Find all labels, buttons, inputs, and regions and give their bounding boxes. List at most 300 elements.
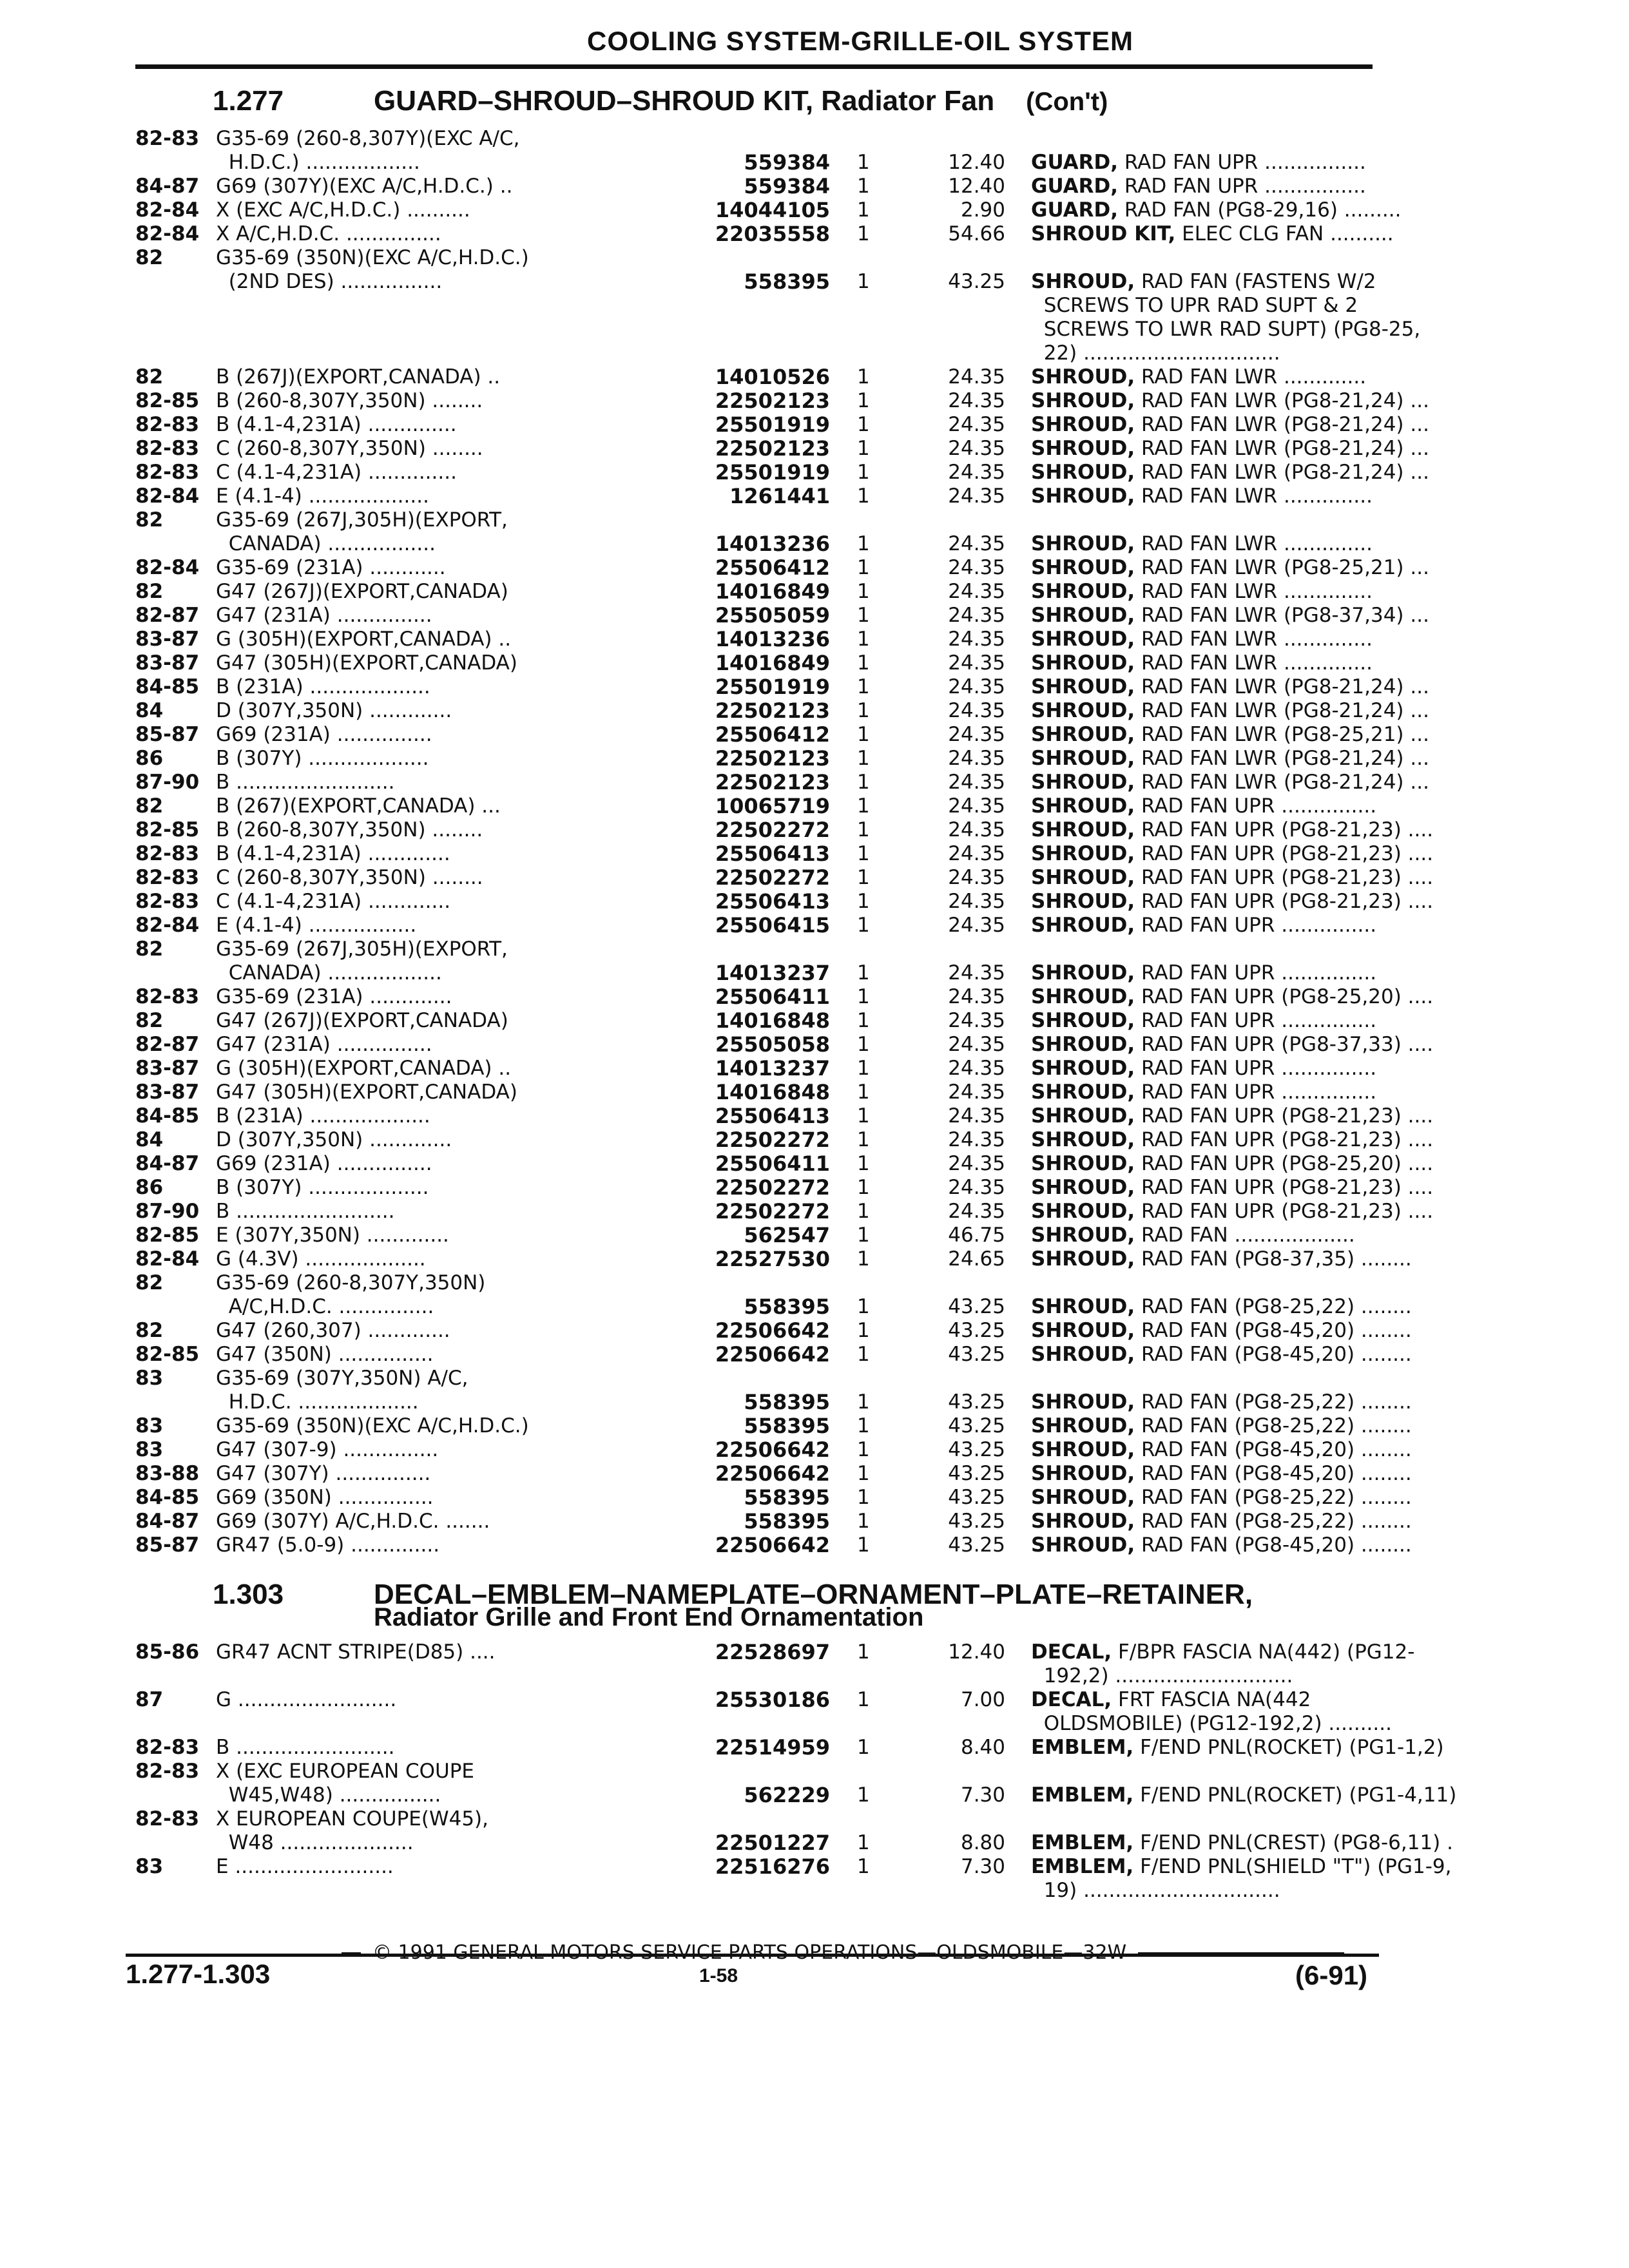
model-year: 83 bbox=[135, 1855, 164, 1878]
table-row bbox=[135, 961, 1377, 985]
application: G35-69 (231A) ............ bbox=[216, 556, 446, 579]
price: 24.35 bbox=[948, 413, 1005, 436]
price: 24.35 bbox=[948, 1033, 1005, 1056]
part-name-bold: SHROUD, bbox=[1031, 866, 1135, 889]
part-number: 14013237 bbox=[715, 961, 830, 985]
quantity: 1 bbox=[857, 675, 870, 698]
part-name bbox=[1031, 222, 1508, 246]
part-number: 559384 bbox=[744, 150, 830, 175]
application: G35-69 (260-8,307Y)(EXC A/C, bbox=[216, 127, 520, 150]
part-name-bold: DECAL, bbox=[1031, 1688, 1112, 1711]
part-name-detail: RAD FAN LWR (PG8-25,21) ... bbox=[1135, 556, 1429, 579]
application: B (260-8,307Y,350N) ........ bbox=[216, 389, 483, 412]
model-year: 82-83 bbox=[135, 127, 200, 150]
part-number: 14016848 bbox=[715, 1008, 830, 1033]
part-name bbox=[1031, 1879, 1508, 1903]
part-name-detail: RAD FAN (PG8-45,20) ........ bbox=[1135, 1343, 1412, 1366]
model-year: 85-86 bbox=[135, 1640, 200, 1664]
table-row bbox=[135, 818, 1434, 842]
part-name-bold: SHROUD, bbox=[1031, 485, 1135, 508]
table-row bbox=[135, 412, 1429, 437]
application: C (4.1-4,231A) ............. bbox=[216, 890, 451, 913]
part-name-detail: 19) ............................... bbox=[1031, 1879, 1280, 1902]
price: 54.66 bbox=[948, 222, 1005, 245]
part-name-detail: 22) ............................... bbox=[1031, 341, 1280, 365]
price: 24.35 bbox=[948, 961, 1005, 985]
application: X (EXC EUROPEAN COUPE bbox=[216, 1760, 475, 1783]
part-name-bold: SHROUD, bbox=[1031, 842, 1135, 865]
part-name-bold: SHROUD, bbox=[1031, 580, 1135, 603]
quantity: 1 bbox=[857, 485, 870, 508]
part-name-detail: RAD FAN LWR (PG8-21,24) ... bbox=[1135, 699, 1429, 722]
part-name-bold: SHROUD, bbox=[1031, 532, 1135, 555]
table-row bbox=[135, 269, 1376, 294]
price: 43.25 bbox=[948, 1462, 1005, 1485]
application: GR47 (5.0-9) .............. bbox=[216, 1533, 440, 1557]
price: 43.25 bbox=[948, 1510, 1005, 1533]
part-name bbox=[1031, 1343, 1508, 1367]
model-year: 84-87 bbox=[135, 175, 200, 198]
model-year: 82-83 bbox=[135, 437, 200, 460]
part-number: 562547 bbox=[744, 1223, 830, 1247]
price: 24.35 bbox=[948, 747, 1005, 770]
application: B ......................... bbox=[216, 1736, 395, 1759]
part-name bbox=[1031, 1486, 1508, 1510]
section-title: GUARD–SHROUD–SHROUD KIT, Radiator Fan bbox=[374, 85, 995, 117]
price: 24.35 bbox=[948, 866, 1005, 889]
part-name-detail: FRT FASCIA NA(442 bbox=[1112, 1688, 1311, 1711]
part-name-detail: SCREWS TO UPR RAD SUPT & 2 bbox=[1031, 294, 1358, 317]
part-number: 22514959 bbox=[715, 1735, 830, 1760]
table-row bbox=[135, 151, 1373, 175]
table-row bbox=[135, 770, 1429, 794]
part-number: 22502272 bbox=[715, 1128, 830, 1152]
part-name-bold: SHROUD, bbox=[1031, 914, 1135, 937]
table-row bbox=[135, 1688, 1373, 1712]
part-name-detail: RAD FAN LWR ............. bbox=[1135, 365, 1367, 389]
part-name-detail: RAD FAN (PG8-25,22) ........ bbox=[1135, 1414, 1412, 1437]
price: 24.35 bbox=[948, 1176, 1005, 1199]
part-name bbox=[1031, 985, 1508, 1009]
part-number: 25505059 bbox=[715, 603, 830, 628]
part-name-bold: SHROUD, bbox=[1031, 628, 1135, 651]
table-row bbox=[135, 436, 1429, 461]
price: 24.35 bbox=[948, 628, 1005, 651]
model-year: 87-90 bbox=[135, 771, 200, 794]
part-number: 562229 bbox=[744, 1783, 830, 1807]
part-name bbox=[1031, 794, 1508, 818]
part-name bbox=[1031, 1783, 1508, 1807]
application: G35-69 (307Y,350N) A/C, bbox=[216, 1367, 468, 1390]
part-name-detail: RAD FAN UPR (PG8-21,23) .... bbox=[1135, 1200, 1434, 1223]
application: G35-69 (350N)(EXC A/C,H.D.C.) bbox=[216, 1414, 529, 1437]
part-number: 558395 bbox=[744, 1509, 830, 1533]
quantity: 1 bbox=[857, 723, 870, 746]
part-number: 22502272 bbox=[715, 1175, 830, 1200]
table-row bbox=[135, 628, 1373, 651]
part-number: 25501919 bbox=[715, 675, 830, 699]
part-name bbox=[1031, 1533, 1508, 1557]
part-name-detail: RAD FAN UPR (PG8-25,20) .... bbox=[1135, 985, 1434, 1008]
part-name-bold: SHROUD, bbox=[1031, 985, 1135, 1008]
application: G47 (305H)(EXPORT,CANADA) bbox=[216, 651, 517, 675]
table-row bbox=[135, 460, 1429, 485]
quantity: 1 bbox=[857, 580, 870, 603]
price: 8.40 bbox=[960, 1736, 1005, 1759]
part-number: 559384 bbox=[744, 174, 830, 198]
application: X EUROPEAN COUPE(W45), bbox=[216, 1807, 488, 1831]
price: 24.35 bbox=[948, 914, 1005, 937]
price: 43.25 bbox=[948, 1533, 1005, 1557]
part-number: 25506413 bbox=[715, 889, 830, 914]
part-name bbox=[1031, 1664, 1508, 1688]
part-name bbox=[1031, 270, 1508, 294]
price: 24.35 bbox=[948, 1104, 1005, 1128]
application: B ......................... bbox=[216, 1200, 395, 1223]
part-name bbox=[1031, 1057, 1508, 1081]
price: 24.35 bbox=[948, 437, 1005, 460]
part-name-detail: RAD FAN (PG8-45,20) ........ bbox=[1135, 1319, 1412, 1342]
part-name-bold: SHROUD, bbox=[1031, 1033, 1135, 1056]
model-year: 82-83 bbox=[135, 985, 200, 1008]
table-row bbox=[135, 1008, 1377, 1033]
application: C (260-8,307Y,350N) ........ bbox=[216, 437, 483, 460]
quantity: 1 bbox=[857, 1640, 870, 1664]
table-row bbox=[135, 1807, 1373, 1831]
application: B (267)(EXPORT,CANADA) ... bbox=[216, 794, 501, 818]
application: X (EXC A/C,H.D.C.) .......... bbox=[216, 198, 470, 222]
model-year: 87 bbox=[135, 1688, 164, 1711]
price: 7.00 bbox=[960, 1688, 1005, 1711]
part-name bbox=[1031, 1295, 1508, 1319]
part-name-detail: RAD FAN (PG8-25,22) ........ bbox=[1135, 1510, 1412, 1533]
quantity: 1 bbox=[857, 747, 870, 770]
model-year: 82-87 bbox=[135, 1033, 200, 1056]
model-year: 82 bbox=[135, 508, 164, 532]
part-name-detail: RAD FAN LWR .............. bbox=[1135, 628, 1373, 651]
model-year: 83-87 bbox=[135, 1081, 200, 1104]
part-name bbox=[1031, 1390, 1508, 1414]
part-name-bold: SHROUD, bbox=[1031, 675, 1135, 698]
quantity: 1 bbox=[857, 1462, 870, 1485]
table-row bbox=[135, 1437, 1412, 1462]
section-subtitle: Radiator Grille and Front End Ornamentation bbox=[374, 1603, 924, 1631]
part-number: 25506413 bbox=[715, 1104, 830, 1128]
part-name-detail: RAD FAN LWR (PG8-25,21) ... bbox=[1135, 723, 1429, 746]
part-name bbox=[1031, 151, 1508, 175]
part-name bbox=[1031, 1462, 1508, 1486]
table-row bbox=[135, 675, 1429, 699]
part-name-detail: F/END PNL(ROCKET) (PG1-1,2) bbox=[1133, 1736, 1444, 1759]
part-name bbox=[1031, 747, 1508, 771]
table-row bbox=[135, 1104, 1434, 1128]
part-name-detail: RAD FAN UPR ............... bbox=[1135, 794, 1377, 818]
part-name-detail: RAD FAN LWR (PG8-21,24) ... bbox=[1135, 437, 1429, 460]
part-name-detail: RAD FAN UPR ............... bbox=[1135, 1057, 1377, 1080]
part-name bbox=[1031, 198, 1508, 222]
price: 24.35 bbox=[948, 461, 1005, 484]
part-name-detail: RAD FAN UPR (PG8-37,33) .... bbox=[1135, 1033, 1434, 1056]
application: X A/C,H.D.C. ............... bbox=[216, 222, 441, 245]
application: C (4.1-4,231A) .............. bbox=[216, 461, 457, 484]
part-name-detail: RAD FAN LWR .............. bbox=[1135, 580, 1373, 603]
part-name-detail: RAD FAN LWR (PG8-21,24) ... bbox=[1135, 675, 1429, 698]
application: H.D.C. ................... bbox=[216, 1390, 419, 1414]
application: G69 (350N) ............... bbox=[216, 1486, 434, 1509]
model-year: 82-84 bbox=[135, 198, 200, 222]
application: G47 (260,307) ............. bbox=[216, 1319, 450, 1342]
application: B (4.1-4,231A) ............. bbox=[216, 842, 450, 865]
part-name-bold: SHROUD, bbox=[1031, 1009, 1135, 1032]
table-row bbox=[135, 1080, 1377, 1104]
table-row bbox=[135, 1414, 1412, 1438]
model-year: 82 bbox=[135, 937, 164, 961]
part-name bbox=[1031, 413, 1508, 437]
part-number: 22506642 bbox=[715, 1437, 830, 1462]
application: B (307Y) ................... bbox=[216, 747, 429, 770]
part-number: 10065719 bbox=[715, 794, 830, 818]
quantity: 1 bbox=[857, 461, 870, 484]
table-row bbox=[135, 198, 1402, 222]
part-name-bold: SHROUD, bbox=[1031, 1343, 1135, 1366]
price: 24.35 bbox=[948, 651, 1005, 675]
quantity: 1 bbox=[857, 1152, 870, 1175]
part-name bbox=[1031, 818, 1508, 842]
part-number: 22502123 bbox=[715, 746, 830, 771]
part-name-bold: EMBLEM, bbox=[1031, 1783, 1134, 1807]
part-name-detail: RAD FAN LWR (PG8-21,24) ... bbox=[1135, 771, 1429, 794]
application: D (307Y,350N) ............. bbox=[216, 699, 452, 722]
page-number: 1-58 bbox=[699, 1965, 738, 1986]
part-name-bold: SHROUD, bbox=[1031, 1152, 1135, 1175]
quantity: 1 bbox=[857, 914, 870, 937]
bottom-rule bbox=[126, 1954, 1379, 1957]
part-name-bold: EMBLEM, bbox=[1031, 1831, 1134, 1854]
price: 7.30 bbox=[960, 1855, 1005, 1878]
part-name bbox=[1031, 628, 1508, 651]
part-name bbox=[1031, 485, 1508, 508]
price: 43.25 bbox=[948, 1295, 1005, 1318]
table-row bbox=[135, 603, 1429, 628]
table-row bbox=[135, 1831, 1453, 1855]
table-row bbox=[135, 1032, 1434, 1057]
part-name-bold: SHROUD, bbox=[1031, 413, 1135, 436]
part-name bbox=[1031, 842, 1508, 866]
quantity: 1 bbox=[857, 1343, 870, 1366]
quantity: 1 bbox=[857, 1009, 870, 1032]
model-year: 82 bbox=[135, 1271, 164, 1294]
model-year: 82-85 bbox=[135, 1224, 200, 1247]
price: 2.90 bbox=[960, 198, 1005, 222]
part-name bbox=[1031, 437, 1508, 461]
quantity: 1 bbox=[857, 961, 870, 985]
price: 24.35 bbox=[948, 985, 1005, 1008]
part-name bbox=[1031, 556, 1508, 580]
model-year: 84-85 bbox=[135, 1486, 200, 1509]
price: 24.35 bbox=[948, 485, 1005, 508]
part-number: 22501227 bbox=[715, 1831, 830, 1855]
price: 24.35 bbox=[948, 532, 1005, 555]
part-name bbox=[1031, 294, 1508, 318]
section-range: 1.277-1.303 bbox=[126, 1959, 271, 1989]
part-name-bold: SHROUD, bbox=[1031, 1200, 1135, 1223]
part-name bbox=[1031, 1640, 1508, 1664]
price: 7.30 bbox=[960, 1783, 1005, 1807]
application: G47 (307-9) ............... bbox=[216, 1438, 439, 1461]
part-name-bold: SHROUD, bbox=[1031, 1081, 1135, 1104]
part-name bbox=[1031, 1033, 1508, 1057]
application: E (4.1-4) ................... bbox=[216, 485, 429, 508]
model-year: 82-83 bbox=[135, 413, 200, 436]
quantity: 1 bbox=[857, 1104, 870, 1128]
page-header bbox=[135, 26, 1373, 57]
part-name-bold: SHROUD, bbox=[1031, 1128, 1135, 1151]
table-row bbox=[135, 1271, 1373, 1295]
price: 24.35 bbox=[948, 818, 1005, 841]
quantity: 1 bbox=[857, 1247, 870, 1271]
table-row bbox=[135, 1461, 1412, 1486]
part-name-bold: EMBLEM, bbox=[1031, 1855, 1134, 1878]
table-row bbox=[135, 1712, 1392, 1736]
table-row bbox=[135, 1318, 1412, 1343]
section-number: 1.303 bbox=[213, 1579, 284, 1610]
part-name-detail: RAD FAN (PG8-45,20) ........ bbox=[1135, 1462, 1412, 1485]
table-row bbox=[135, 1509, 1412, 1533]
copyright-line bbox=[342, 1941, 1385, 1964]
part-name bbox=[1031, 1152, 1508, 1176]
part-name-detail: F/END PNL(ROCKET) (PG1-4,11) bbox=[1133, 1783, 1457, 1807]
part-number: 14016848 bbox=[715, 1080, 830, 1104]
part-name-detail: RAD FAN UPR (PG8-21,23) .... bbox=[1135, 842, 1434, 865]
part-number: 22502123 bbox=[715, 770, 830, 794]
model-year: 85-87 bbox=[135, 723, 200, 746]
part-number: 22502272 bbox=[715, 865, 830, 890]
part-number: 22035558 bbox=[715, 222, 830, 246]
price: 24.35 bbox=[948, 1009, 1005, 1032]
quantity: 1 bbox=[857, 1176, 870, 1199]
quantity: 1 bbox=[857, 771, 870, 794]
quantity: 1 bbox=[857, 1855, 870, 1878]
model-year: 82-83 bbox=[135, 866, 200, 889]
price: 24.35 bbox=[948, 794, 1005, 818]
price: 24.35 bbox=[948, 556, 1005, 579]
application: G35-69 (260-8,307Y,350N) bbox=[216, 1271, 486, 1294]
part-name-detail: RAD FAN (PG8-25,22) ........ bbox=[1135, 1295, 1412, 1318]
part-name bbox=[1031, 1414, 1508, 1438]
price: 24.35 bbox=[948, 890, 1005, 913]
table-row bbox=[135, 1247, 1412, 1271]
application: CANADA) .................. bbox=[216, 961, 442, 985]
quantity: 1 bbox=[857, 985, 870, 1008]
section-number: 1.277 bbox=[213, 85, 284, 117]
price: 43.25 bbox=[948, 1414, 1005, 1437]
model-year: 87-90 bbox=[135, 1200, 200, 1223]
price: 12.40 bbox=[948, 175, 1005, 198]
quantity: 1 bbox=[857, 1200, 870, 1223]
part-name-bold: SHROUD, bbox=[1031, 794, 1135, 818]
part-name bbox=[1031, 1438, 1508, 1462]
part-name-bold: SHROUD, bbox=[1031, 818, 1135, 841]
model-year: 82-84 bbox=[135, 485, 200, 508]
quantity: 1 bbox=[857, 1390, 870, 1414]
revision-date: (6-91) bbox=[1295, 1960, 1368, 1990]
part-name-detail: RAD FAN (PG8-29,16) ......... bbox=[1118, 198, 1402, 222]
part-name-detail: SCREWS TO LWR RAD SUPT) (PG8-25, bbox=[1031, 318, 1421, 341]
part-name-bold: SHROUD, bbox=[1031, 890, 1135, 913]
part-number: 22502272 bbox=[715, 1199, 830, 1224]
table-row bbox=[135, 1199, 1434, 1224]
part-name bbox=[1031, 1688, 1508, 1712]
part-number: 25530186 bbox=[715, 1687, 830, 1712]
part-name bbox=[1031, 604, 1508, 628]
model-year: 84-85 bbox=[135, 1104, 200, 1128]
quantity: 1 bbox=[857, 413, 870, 436]
part-number: 25505058 bbox=[715, 1032, 830, 1057]
part-number: 22506642 bbox=[715, 1461, 830, 1486]
application: CANADA) ................. bbox=[216, 532, 436, 555]
part-name-detail: F/BPR FASCIA NA(442) (PG12- bbox=[1112, 1640, 1415, 1664]
part-name-bold: SHROUD, bbox=[1031, 1224, 1135, 1247]
table-row bbox=[135, 1640, 1415, 1664]
part-number: 22502123 bbox=[715, 698, 830, 723]
part-number: 14013237 bbox=[715, 1056, 830, 1081]
application: G69 (307Y) A/C,H.D.C. ....... bbox=[216, 1510, 490, 1533]
application: B (260-8,307Y,350N) ........ bbox=[216, 818, 483, 841]
part-name bbox=[1031, 461, 1508, 485]
part-name-detail: RAD FAN ................... bbox=[1135, 1224, 1355, 1247]
table-row bbox=[135, 294, 1373, 318]
application: G35-69 (267J,305H)(EXPORT, bbox=[216, 508, 508, 532]
model-year: 84 bbox=[135, 699, 164, 722]
part-number: 22506642 bbox=[715, 1342, 830, 1367]
part-name-detail: RAD FAN UPR (PG8-21,23) .... bbox=[1135, 1128, 1434, 1151]
part-name-bold: GUARD, bbox=[1031, 198, 1119, 222]
section-1277-heading bbox=[213, 85, 1108, 117]
table-row bbox=[135, 1342, 1412, 1367]
quantity: 1 bbox=[857, 198, 870, 222]
part-name-detail: RAD FAN UPR (PG8-21,23) .... bbox=[1135, 818, 1434, 841]
part-name bbox=[1031, 961, 1508, 985]
part-name bbox=[1031, 1831, 1508, 1855]
part-number: 14013236 bbox=[715, 627, 830, 651]
part-name-detail: RAD FAN UPR ............... bbox=[1135, 1009, 1377, 1032]
part-name bbox=[1031, 365, 1508, 389]
part-name-detail: RAD FAN UPR ............... bbox=[1135, 914, 1377, 937]
part-name-bold: SHROUD, bbox=[1031, 771, 1135, 794]
quantity: 1 bbox=[857, 222, 870, 245]
price: 24.35 bbox=[948, 1152, 1005, 1175]
quantity: 1 bbox=[857, 532, 870, 555]
part-name bbox=[1031, 675, 1508, 699]
part-name-bold: SHROUD, bbox=[1031, 1057, 1135, 1080]
part-name-bold: SHROUD, bbox=[1031, 437, 1135, 460]
price: 24.35 bbox=[948, 580, 1005, 603]
quantity: 1 bbox=[857, 1081, 870, 1104]
table-row bbox=[135, 1151, 1434, 1176]
application: G35-69 (350N)(EXC A/C,H.D.C.) bbox=[216, 246, 529, 269]
part-name-detail: OLDSMOBILE) (PG12-192,2) .......... bbox=[1031, 1712, 1392, 1735]
table-row bbox=[135, 485, 1373, 508]
model-year: 82-84 bbox=[135, 222, 200, 245]
part-name-bold: SHROUD, bbox=[1031, 1390, 1135, 1414]
part-number: 14013236 bbox=[715, 532, 830, 556]
part-name bbox=[1031, 341, 1508, 365]
part-name-bold: SHROUD, bbox=[1031, 365, 1135, 389]
application: W48 ..................... bbox=[216, 1831, 414, 1854]
part-name bbox=[1031, 1319, 1508, 1343]
table-row bbox=[135, 580, 1373, 604]
part-number: 14044105 bbox=[715, 198, 830, 222]
